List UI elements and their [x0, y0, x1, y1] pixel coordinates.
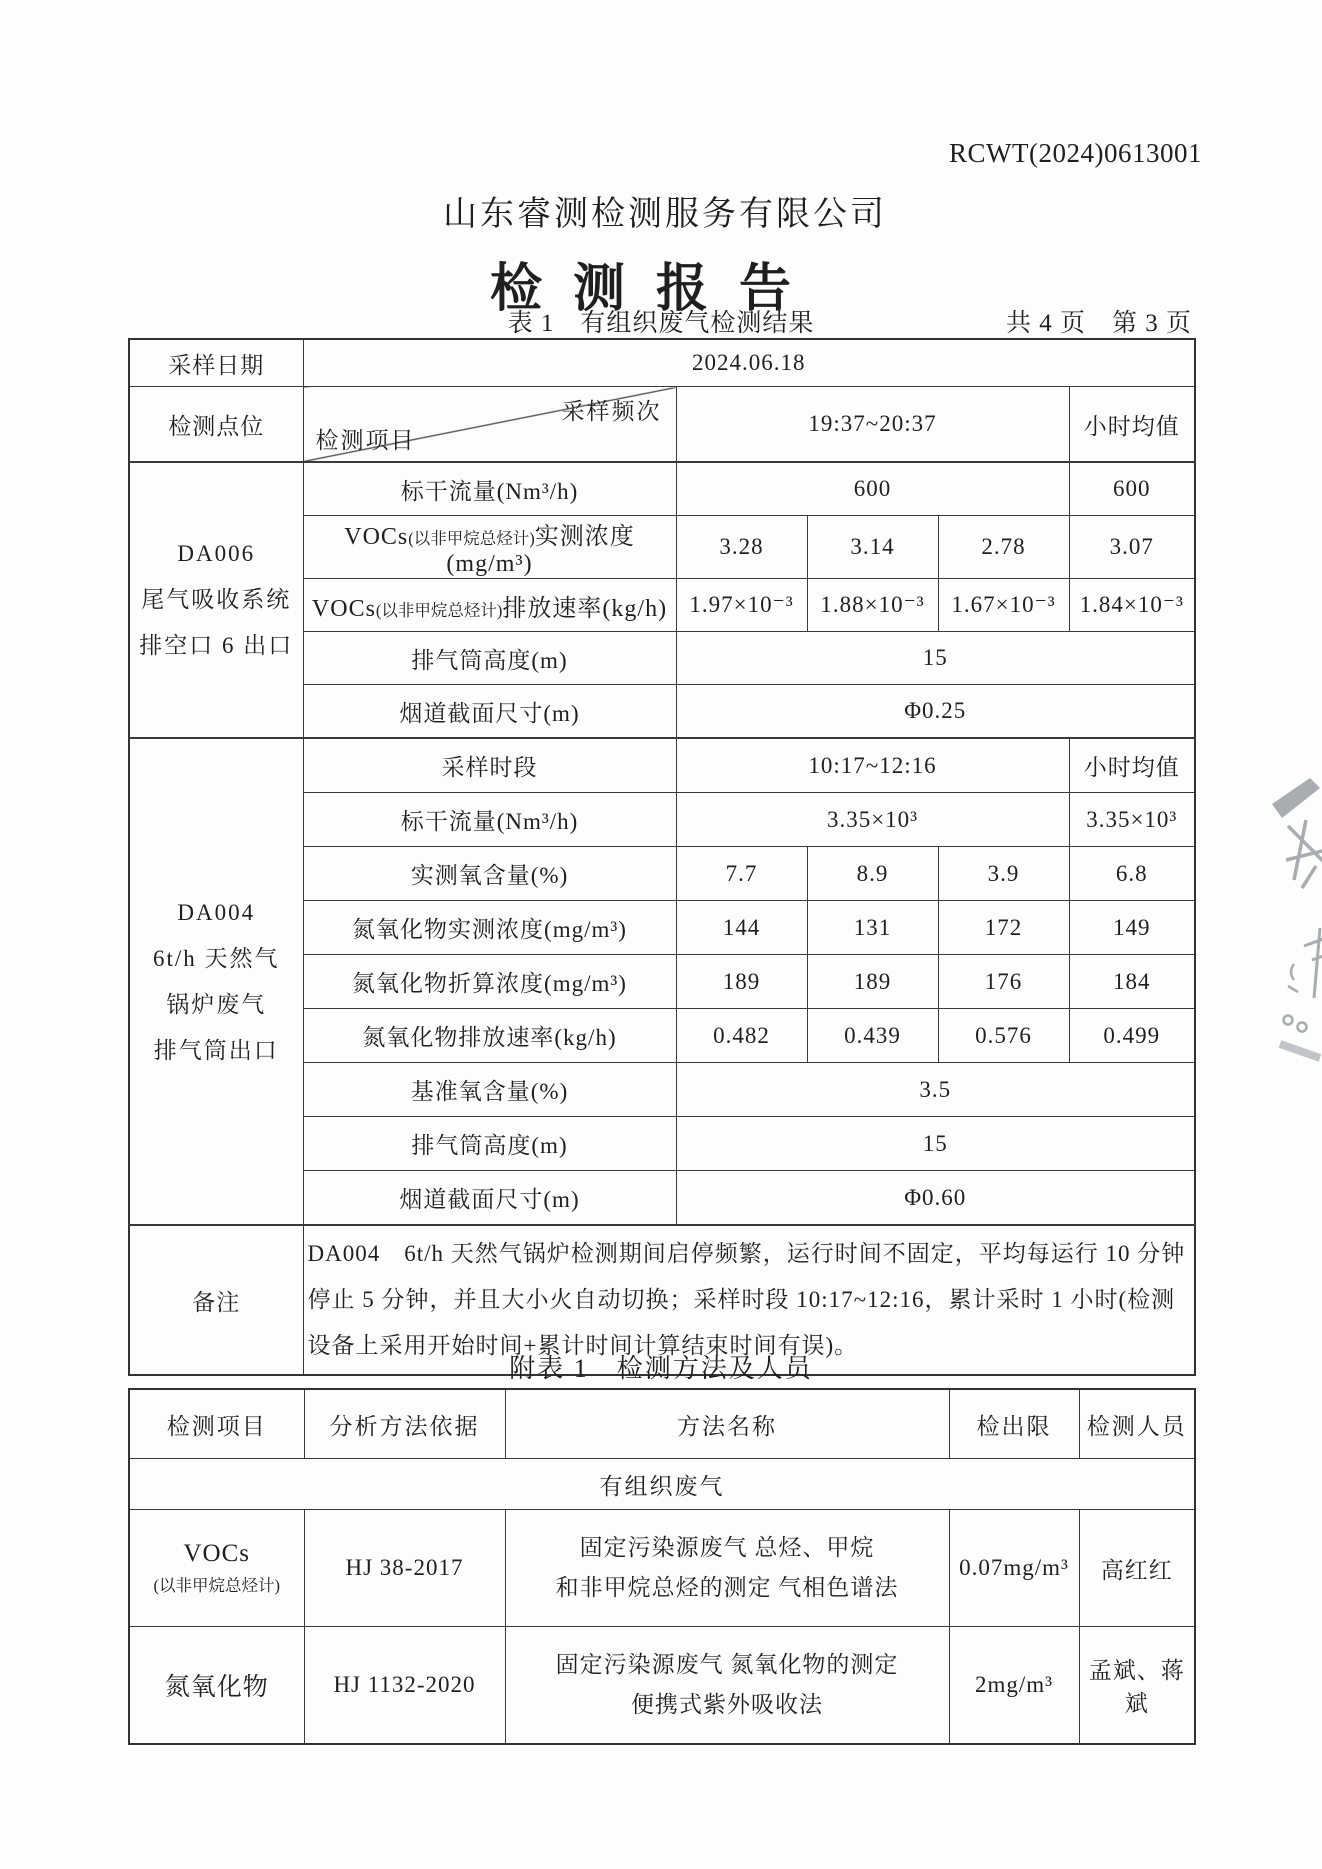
nox-basis: HJ 1132-2020 [304, 1627, 505, 1745]
remark-text: DA004 6t/h 天然气锅炉检测期间启停频繁，运行时间不固定，平均每运行 10 分钟停止 5 分钟，并且大小火自动切换；采样时段 10:17~12:16，累计采时 1 小时(检测设备上采用开始时间+累计时间计算结束时间有误)。 [303, 1225, 1195, 1375]
voc-conc-2: 3.14 [807, 516, 938, 579]
voc-item: VOCs (以非甲烷总烃计) [129, 1510, 304, 1627]
section-row [129, 1459, 1195, 1510]
header-row [129, 387, 1195, 463]
flow-avg: 600 [1069, 462, 1195, 516]
table1-caption: 表 1 有组织废气检测结果 [507, 310, 815, 337]
oxygen-label: 实测氧含量(%) [303, 847, 676, 901]
nox-conv-3: 176 [938, 955, 1069, 1009]
nox-rate-1: 0.482 [676, 1009, 807, 1063]
duct-size-value-2: Φ0.60 [676, 1171, 1195, 1226]
flow-value-2: 3.35×10³ [676, 793, 1069, 847]
voc-rate-2: 1.88×10⁻³ [807, 579, 938, 632]
sampling-period-value: 10:17~12:16 [676, 738, 1069, 793]
voc-conc-1: 3.28 [676, 516, 807, 579]
stamp-fragment [1258, 768, 1322, 1078]
oxygen-2: 8.9 [807, 847, 938, 901]
voc-rate-3: 1.67×10⁻³ [938, 579, 1069, 632]
nox-rate-label: 氮氧化物排放速率(kg/h) [303, 1009, 676, 1063]
remark-label: 备注 [129, 1225, 303, 1375]
nox-person: 孟斌、蒋斌 [1079, 1627, 1195, 1745]
nox-conc-1: 144 [676, 901, 807, 955]
page-indicator [980, 303, 1192, 339]
hourly-average-label: 小时均值 [1069, 387, 1195, 463]
col-test-item: 检测项目 [129, 1389, 304, 1459]
report-number: RCWT(2024)0613001 [949, 138, 1202, 168]
table2-caption: 附表 1 检测方法及人员 [509, 1354, 813, 1383]
report-title: 检 测 报 告 [489, 261, 800, 318]
voc-person: 高红红 [1079, 1510, 1195, 1627]
duct-size-value: Φ0.25 [676, 685, 1195, 739]
base-oxygen-label: 基准氧含量(%) [303, 1063, 676, 1117]
voc-rate-label: VOCs(以非甲烷总烃计)排放速率(kg/h) [303, 579, 676, 632]
stack-height-value: 15 [676, 632, 1195, 685]
stack-height-label: 排气筒高度(m) [303, 632, 676, 685]
point-da006: DA006 尾气吸收系统 排空口 6 出口 [129, 462, 303, 738]
voc-rate-avg: 1.84×10⁻³ [1069, 579, 1195, 632]
nox-item: 氮氧化物 [129, 1627, 304, 1745]
sampling-time-1: 19:37~20:37 [676, 387, 1069, 463]
diagonal-header-cell [303, 387, 676, 463]
oxygen-1: 7.7 [676, 847, 807, 901]
nox-method-row [129, 1627, 1195, 1745]
table1-caption-row [128, 303, 1194, 337]
point-da004: DA004 6t/h 天然气 锅炉废气 排气筒出口 [129, 738, 303, 1225]
monitor-point-label: 检测点位 [129, 387, 303, 463]
company-name: 山东睿测检测服务有限公司 [443, 196, 887, 233]
methods-table [128, 1388, 1196, 1745]
col-method-name: 方法名称 [505, 1389, 949, 1459]
oxygen-avg: 6.8 [1069, 847, 1195, 901]
nox-conv-avg: 184 [1069, 955, 1195, 1009]
voc-limit: 0.07mg/m³ [949, 1510, 1079, 1627]
nox-limit: 2mg/m³ [949, 1627, 1079, 1745]
test-item-label: 检测项目 [315, 428, 416, 453]
nox-rate-2: 0.439 [807, 1009, 938, 1063]
voc-basis: HJ 38-2017 [304, 1510, 505, 1627]
base-oxygen-value: 3.5 [676, 1063, 1195, 1117]
nox-conv-2: 189 [807, 955, 938, 1009]
pages-total: 共 4 页 [1005, 310, 1086, 337]
flow-avg-2: 3.35×10³ [1069, 793, 1195, 847]
nox-conc-avg: 149 [1069, 901, 1195, 955]
nox-conv-label: 氮氧化物折算浓度(mg/m³) [303, 955, 676, 1009]
duct-size-label: 烟道截面尺寸(m) [303, 685, 676, 739]
nox-conv-1: 189 [676, 955, 807, 1009]
section-title: 有组织废气 [129, 1459, 1195, 1510]
da006-flow-row [129, 462, 1195, 516]
hourly-average-label-2: 小时均值 [1069, 738, 1195, 793]
stack-height-value-2: 15 [676, 1117, 1195, 1171]
voc-conc-label: VOCs(以非甲烷总烃计)实测浓度(mg/m³) [303, 516, 676, 579]
da004-period-row [129, 738, 1195, 793]
flow-label: 标干流量(Nm³/h) [303, 462, 676, 516]
voc-method: 固定污染源废气 总烃、甲烷 和非甲烷总烃的测定 气相色谱法 [505, 1510, 949, 1627]
methods-header-row [129, 1389, 1195, 1459]
nox-conc-label: 氮氧化物实测浓度(mg/m³) [303, 901, 676, 955]
nox-method: 固定污染源废气 氮氧化物的测定 便携式紫外吸收法 [505, 1627, 949, 1745]
flow-label-2: 标干流量(Nm³/h) [303, 793, 676, 847]
sampling-date-row [129, 339, 1195, 387]
nox-conc-2: 131 [807, 901, 938, 955]
page-current: 第 3 页 [1111, 310, 1192, 337]
col-method-basis: 分析方法依据 [304, 1389, 505, 1459]
nox-rate-avg: 0.499 [1069, 1009, 1195, 1063]
oxygen-3: 3.9 [938, 847, 1069, 901]
sampling-frequency-label: 采样频次 [561, 399, 662, 424]
nox-conc-3: 172 [938, 901, 1069, 955]
col-detection-limit: 检出限 [949, 1389, 1079, 1459]
sampling-date-label: 采样日期 [129, 339, 303, 387]
voc-method-row [129, 1510, 1195, 1627]
voc-conc-3: 2.78 [938, 516, 1069, 579]
flow-value: 600 [676, 462, 1069, 516]
nox-rate-3: 0.576 [938, 1009, 1069, 1063]
sampling-period-label: 采样时段 [303, 738, 676, 793]
col-personnel: 检测人员 [1079, 1389, 1195, 1459]
duct-size-label-2: 烟道截面尺寸(m) [303, 1171, 676, 1226]
stack-height-label-2: 排气筒高度(m) [303, 1117, 676, 1171]
results-table [128, 338, 1196, 1376]
sampling-date-value: 2024.06.18 [303, 339, 1195, 387]
voc-rate-1: 1.97×10⁻³ [676, 579, 807, 632]
voc-conc-avg: 3.07 [1069, 516, 1195, 579]
